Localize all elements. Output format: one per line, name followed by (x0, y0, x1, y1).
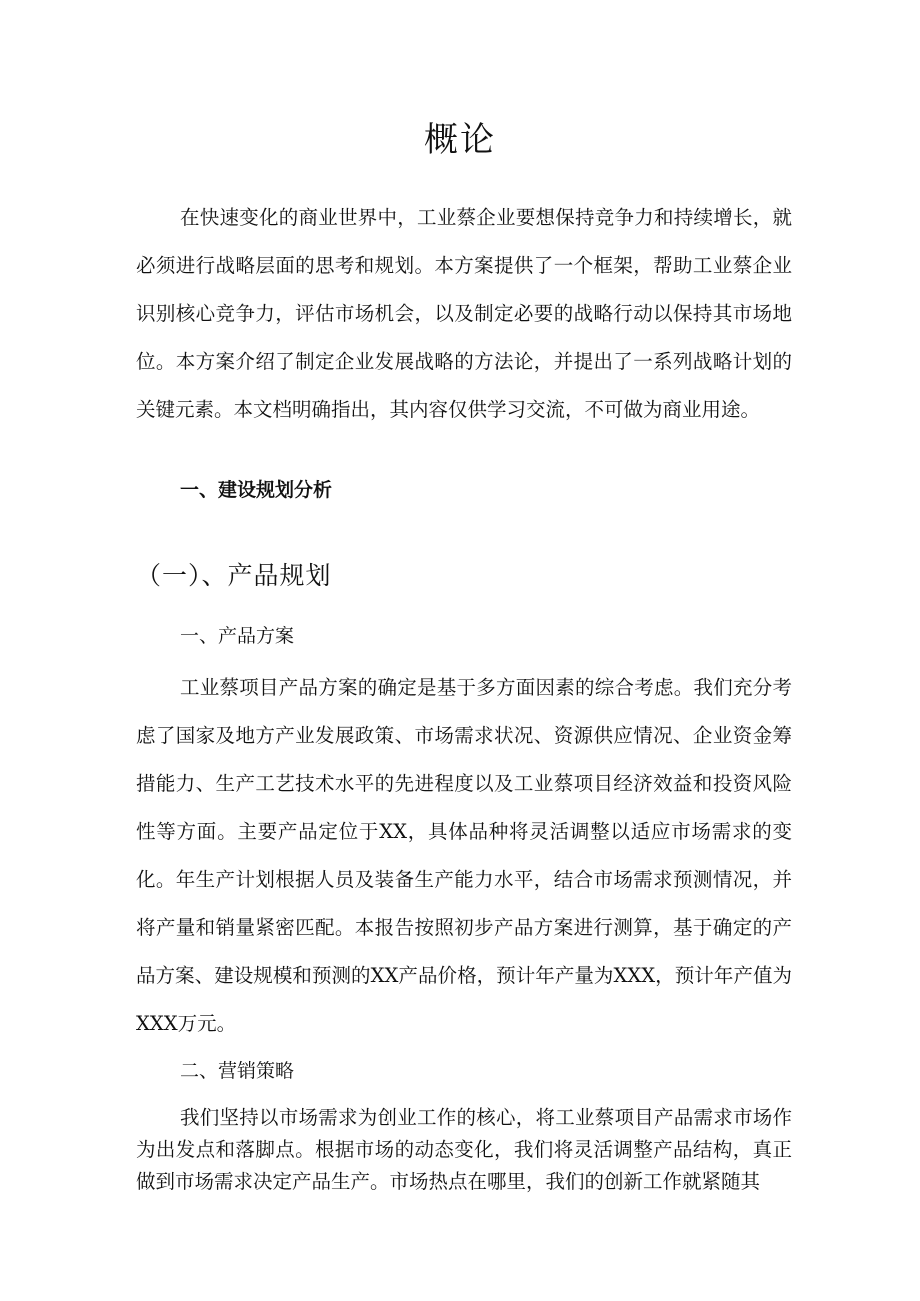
section-heading: 一、建设规划分析 (180, 479, 333, 501)
subsection-heading: （一）、产品规划 (136, 561, 332, 590)
item-heading-product-plan: 一、产品方案 (180, 625, 295, 647)
item-heading-marketing: 二、营销策略 (180, 1060, 295, 1082)
document-title: 概论 (424, 120, 496, 160)
marketing-paragraph: 我们坚持以市场需求为创业工作的核心，将工业蔡项目产品需求市场作为出发点和落脚点。根据市场的动态变化，我们将灵活调整产品结构，真正做到市场需求决定产品生产。市场热点在哪里，我们的创新工作就紧随其 (136, 1106, 792, 1193)
product-plan-paragraph: 工业蔡项目产品方案的确定是基于多方面因素的综合考虑。我们充分考虑了国家及地方产业发展政策、市场需求状况、资源供应情况、企业资金筹措能力、生产工艺技术水平的先进程度以及工业蔡项目经济效益和投资风险性等方面。主要产品定位于XX，具体品种将灵活调整以适应市场需求的变化。年生产计划根据人员及装备生产能力水平，结合市场需求预测情况，并将产量和销量紧密匹配。本报告按照初步产品方案进行测算，基于确定的产品方案、建设规模和预测的XX产品价格，预计年产量为XXX，预计年产值为XXX万元。 (136, 676, 792, 1035)
intro-paragraph: 在快速变化的商业世界中，工业蔡企业要想保持竞争力和持续增长，就必须进行战略层面的思考和规划。本方案提供了一个框架，帮助工业蔡企业识别核心竞争力，评估市场机会，以及制定必要的战略行动以保持其市场地位。本方案介绍了制定企业发展战略的方法论，并提出了一系列战略计划的关键元素。本文档明确指出，其内容仅供学习交流，不可做为商业用途。 (136, 206, 792, 421)
